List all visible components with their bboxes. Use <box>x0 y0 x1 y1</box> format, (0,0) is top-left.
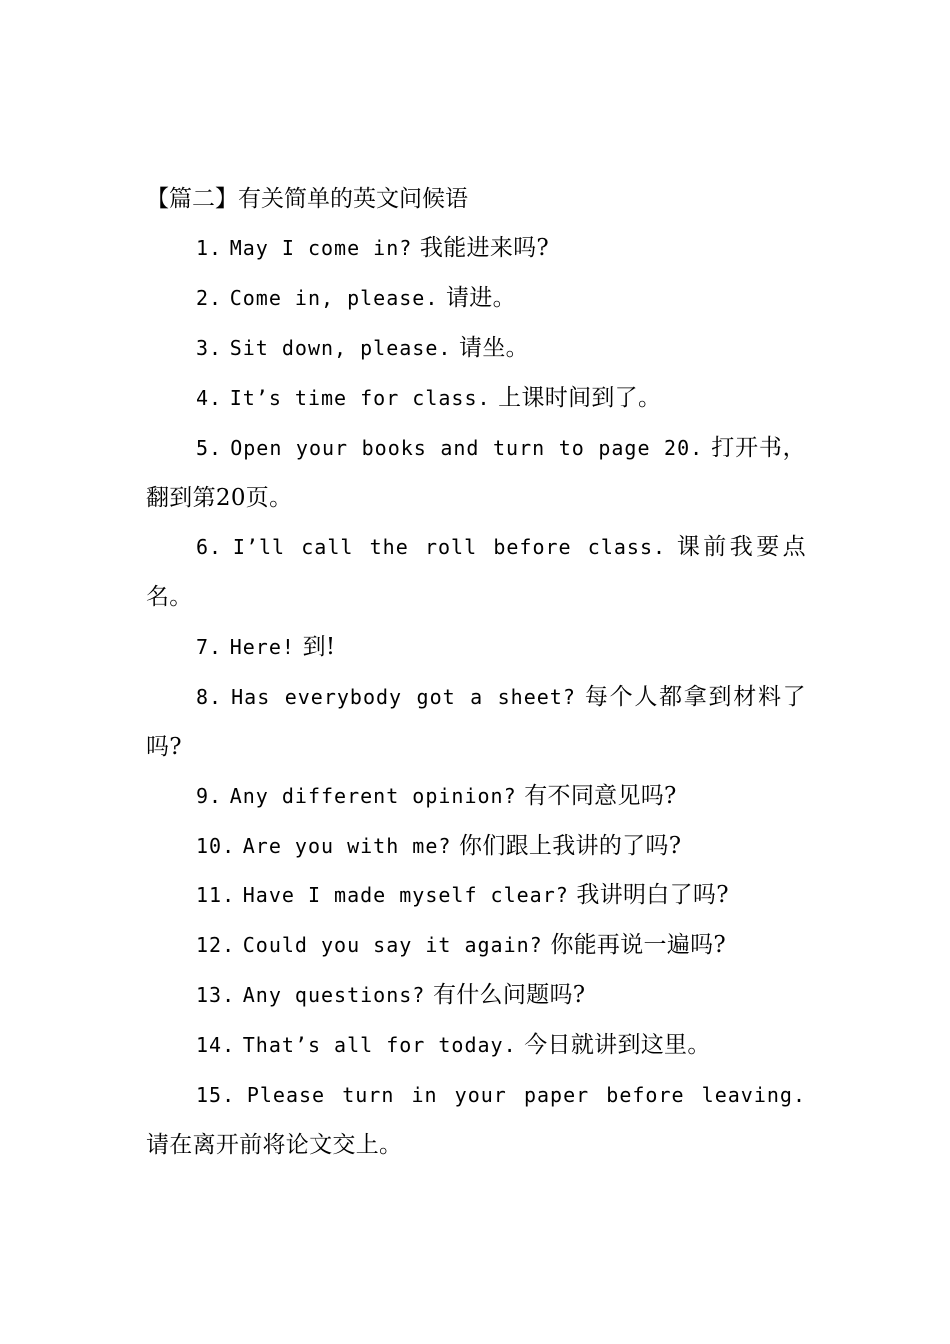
list-item <box>146 673 806 773</box>
item-chinese: 有不同意见吗? <box>524 783 677 809</box>
item-chinese: 打开书，翻到第20页。 <box>146 435 806 511</box>
item-number: 12. <box>196 933 236 957</box>
list-item <box>146 224 806 274</box>
item-english: Any questions? <box>242 983 426 1007</box>
item-english: Have I made myself clear? <box>242 883 569 907</box>
item-chinese: 今日就讲到这里。 <box>524 1032 711 1058</box>
list-item <box>146 1021 806 1071</box>
list-item <box>146 971 806 1021</box>
item-chinese: 请进。 <box>446 285 516 311</box>
item-number: 8. <box>196 685 223 709</box>
item-number: 9. <box>196 784 223 808</box>
item-chinese: 到! <box>302 634 336 660</box>
item-number: 2. <box>196 286 223 310</box>
item-english: It’s time for class. <box>229 386 491 410</box>
list-item <box>146 1071 806 1171</box>
item-chinese: 每个人都拿到材料了吗? <box>146 684 806 760</box>
item-number: 14. <box>196 1033 236 1057</box>
list-item <box>146 822 806 872</box>
item-number: 15. <box>196 1083 236 1107</box>
list-item <box>146 324 806 374</box>
section-heading: 【篇二】有关简单的英文问候语 <box>146 186 468 212</box>
list-item <box>146 424 806 524</box>
item-number: 6. <box>196 535 223 559</box>
item-number: 5. <box>196 436 223 460</box>
item-chinese: 你能再说一遍吗? <box>550 932 727 958</box>
item-chinese: 有什么问题吗? <box>432 982 586 1008</box>
item-number: 7. <box>196 635 223 659</box>
item-number: 13. <box>196 983 236 1007</box>
item-english: Here! <box>229 635 295 659</box>
list-item <box>146 374 806 424</box>
item-english: May I come in? <box>229 236 413 260</box>
item-number: 3. <box>196 336 223 360</box>
item-number: 10. <box>196 834 236 858</box>
item-english: Has everybody got a sheet? <box>231 685 576 709</box>
item-english: That’s all for today. <box>242 1033 517 1057</box>
item-chinese: 请坐。 <box>459 335 529 361</box>
list-item <box>146 871 806 921</box>
item-chinese: 你们跟上我讲的了吗? <box>459 833 682 859</box>
item-english: Open your books and turn to page 20. <box>230 436 704 460</box>
item-english: Any different opinion? <box>229 784 517 808</box>
list-item <box>146 772 806 822</box>
item-number: 11. <box>196 883 236 907</box>
item-number: 4. <box>196 386 223 410</box>
list-item <box>146 921 806 971</box>
item-english: I’ll call the roll before class. <box>232 535 667 559</box>
item-english: Sit down, please. <box>229 336 452 360</box>
item-english: Could you say it again? <box>242 933 543 957</box>
list-item <box>146 523 806 623</box>
item-english: Come in, please. <box>229 286 439 310</box>
item-english: Please turn in your paper before leaving. <box>246 1083 806 1107</box>
item-chinese: 我讲明白了吗? <box>576 882 729 908</box>
item-chinese: 课前我要点名。 <box>146 534 806 610</box>
item-chinese: 上课时间到了。 <box>498 385 662 411</box>
list-item <box>146 623 806 673</box>
item-number: 1. <box>196 236 223 260</box>
item-english: Are you with me? <box>242 834 452 858</box>
list-item <box>146 274 806 324</box>
item-chinese: 请在离开前将论文交上。 <box>146 1131 403 1158</box>
item-chinese: 我能进来吗? <box>419 235 550 261</box>
